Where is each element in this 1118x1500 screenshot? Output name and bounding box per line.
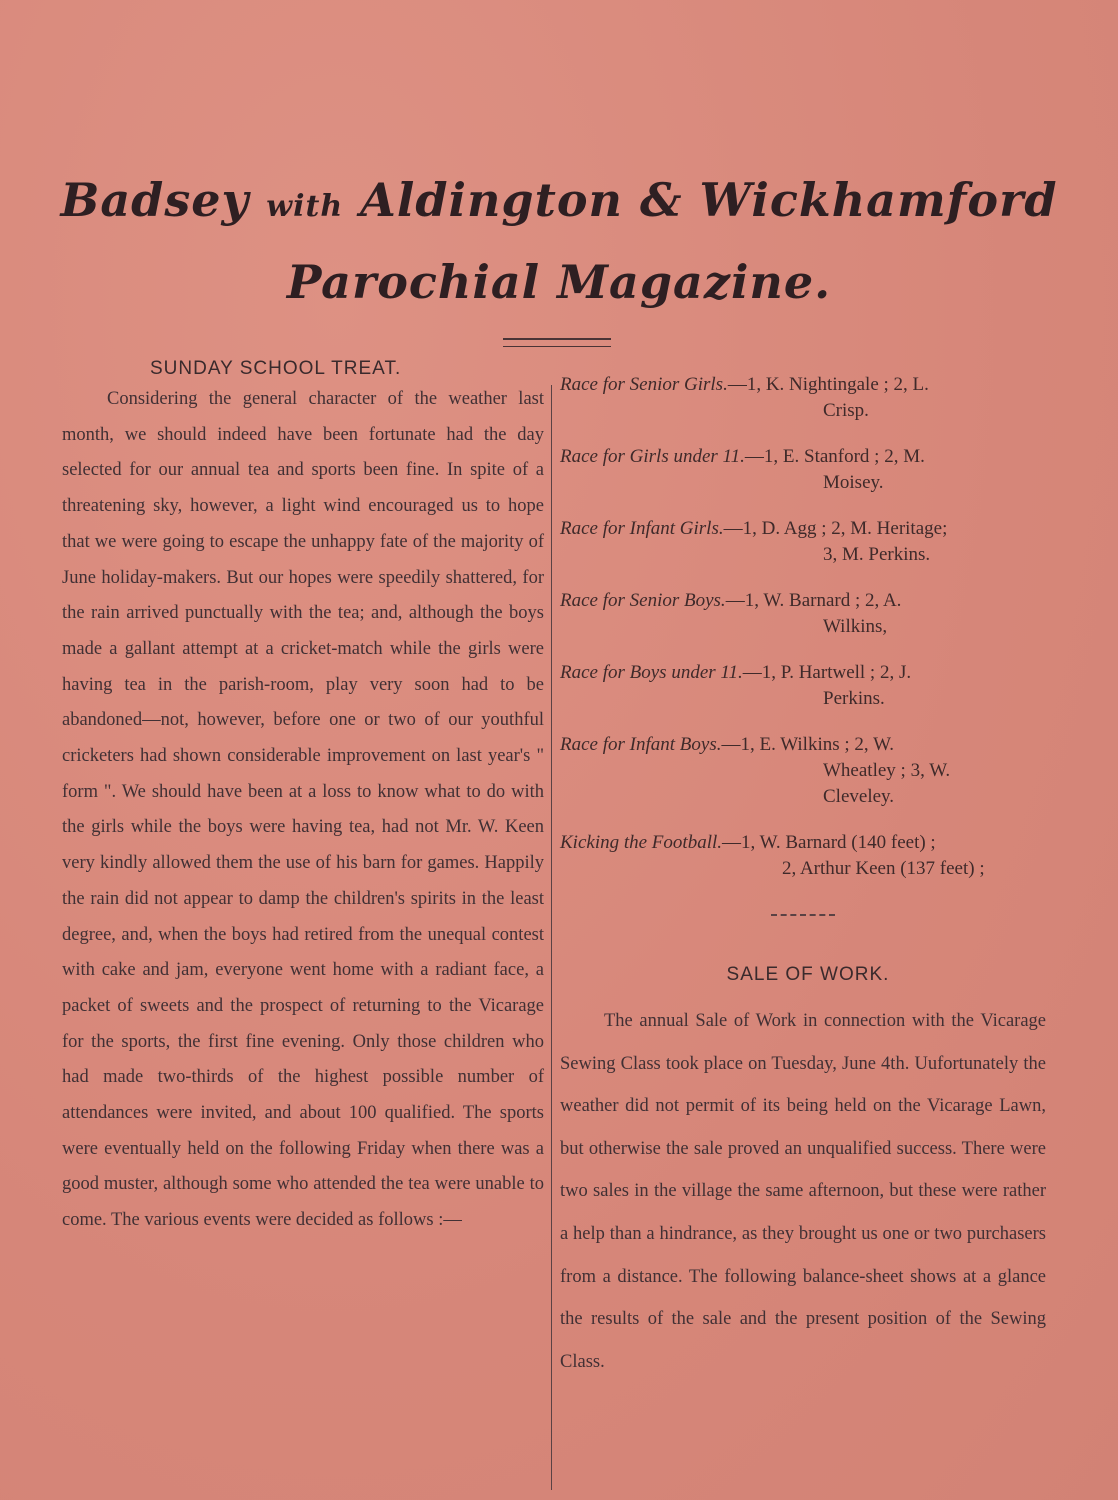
race-results bbox=[560, 372, 1046, 882]
masthead-line-1 bbox=[0, 165, 1118, 242]
race-label: Race for Boys under 11. bbox=[560, 662, 743, 683]
race-placings-cont: Perkins. bbox=[823, 688, 885, 709]
race-label: Race for Girls under 11. bbox=[560, 446, 745, 467]
race-placings-cont: Wilkins, bbox=[823, 616, 888, 637]
race-placings-cont: 2, Arthur Keen (137 feet) ; bbox=[782, 858, 985, 879]
column-divider bbox=[551, 385, 552, 1490]
race-placings: —1, E. Wilkins ; 2, W. bbox=[721, 734, 895, 755]
race-placings-cont: Moisey. bbox=[823, 472, 884, 493]
race-result bbox=[560, 660, 1046, 712]
sunday-school-body: Considering the general character of the weather last month, we should indeed have been fortunate had the day selected for our annual tea and sports been fine. In spite of a threatening sky, however, a light wind encouraged us to hope that we were going to escape the unhappy fate of the majority of June holiday-makers. But our hopes were speedily shattered, for the rain arrived punctually with the tea; and, although the boys made a gallant attempt at a cricket-match while the girls were having tea in the parish-room, play very soon had to be abandoned—not, however, before one or two of our youthful cricketers had shown considerable improvement on last year's " form ". We should have been at a loss to know what to do with the girls while the boys were having tea, had not Mr. W. Keen very kindly allowed them the use of his barn for games. Happily the rain did not appear to damp the children's spirits in the least degree, and, when the boys had retired from the unequal contest with cake and jam, everyone went home with a radiant face, a packet of sweets and the prospect of returning to the Vicarage for the sports, the first fine evening. Only those children who had made two-thirds of the highest possible number of attendances were invited, and about 100 qualified. The sports were eventually held on the following Friday when there was a good muster, although some who attended the tea were unable to come. The various events were decided as follows :— bbox=[62, 389, 544, 1231]
race-result bbox=[560, 444, 1046, 496]
race-label: Kicking the Football. bbox=[560, 832, 723, 853]
masthead-with: with bbox=[266, 189, 344, 224]
race-label: Race for Senior Boys. bbox=[560, 590, 726, 611]
race-result bbox=[560, 516, 1046, 568]
sale-of-work-heading: SALE OF WORK. bbox=[726, 964, 890, 985]
race-placings: —1, E. Stanford ; 2, M. bbox=[744, 446, 925, 467]
race-result bbox=[560, 830, 1046, 882]
left-column bbox=[62, 358, 544, 1239]
race-label: Race for Infant Girls. bbox=[560, 518, 724, 539]
masthead-line-2: Parochial Magazine. bbox=[286, 255, 832, 309]
race-placings-cont: Cleveley. bbox=[823, 786, 895, 807]
race-placings: —1, D. Agg ; 2, M. Heritage; bbox=[723, 518, 948, 539]
race-placings: —1, P. Hartwell ; 2, J. bbox=[742, 662, 912, 683]
masthead-aldington-wickhamford: Aldington & Wickhamford bbox=[360, 173, 1058, 227]
race-result bbox=[560, 732, 1046, 810]
race-label: Race for Senior Girls. bbox=[560, 374, 728, 395]
title-rule bbox=[503, 338, 611, 347]
masthead-badsey: Badsey bbox=[60, 173, 250, 227]
sunday-school-heading: SUNDAY SCHOOL TREAT. bbox=[150, 358, 402, 379]
masthead bbox=[0, 165, 1118, 322]
race-placings: —1, W. Barnard (140 feet) ; bbox=[722, 832, 936, 853]
race-label: Race for Infant Boys. bbox=[560, 734, 722, 755]
race-result bbox=[560, 588, 1046, 640]
race-placings: —1, W. Barnard ; 2, A. bbox=[725, 590, 902, 611]
race-placings-cont: Wheatley ; 3, W. bbox=[823, 760, 951, 781]
race-placings: —1, K. Nightingale ; 2, L. bbox=[727, 374, 929, 395]
race-placings-cont: 3, M. Perkins. bbox=[823, 544, 931, 565]
race-placings-cont: Crisp. bbox=[823, 400, 869, 421]
section-rule bbox=[771, 914, 835, 916]
race-result bbox=[560, 372, 1046, 424]
sale-of-work-body: The annual Sale of Work in connection with the Vicarage Sewing Class took place on Tuesday, June 4th. Uufortunately the weather did not permit of its being held on the Vicarage Lawn, but otherwise the sale proved an unqualified success. There were two sales in the village the same afternoon, but these were rather a help than a hindrance, as they brought us one or two purchasers from a distance. The following balance-sheet shows at a glance the results of the sale and the present position of the Sewing Class. bbox=[560, 1011, 1046, 1372]
right-column bbox=[560, 372, 1046, 1383]
